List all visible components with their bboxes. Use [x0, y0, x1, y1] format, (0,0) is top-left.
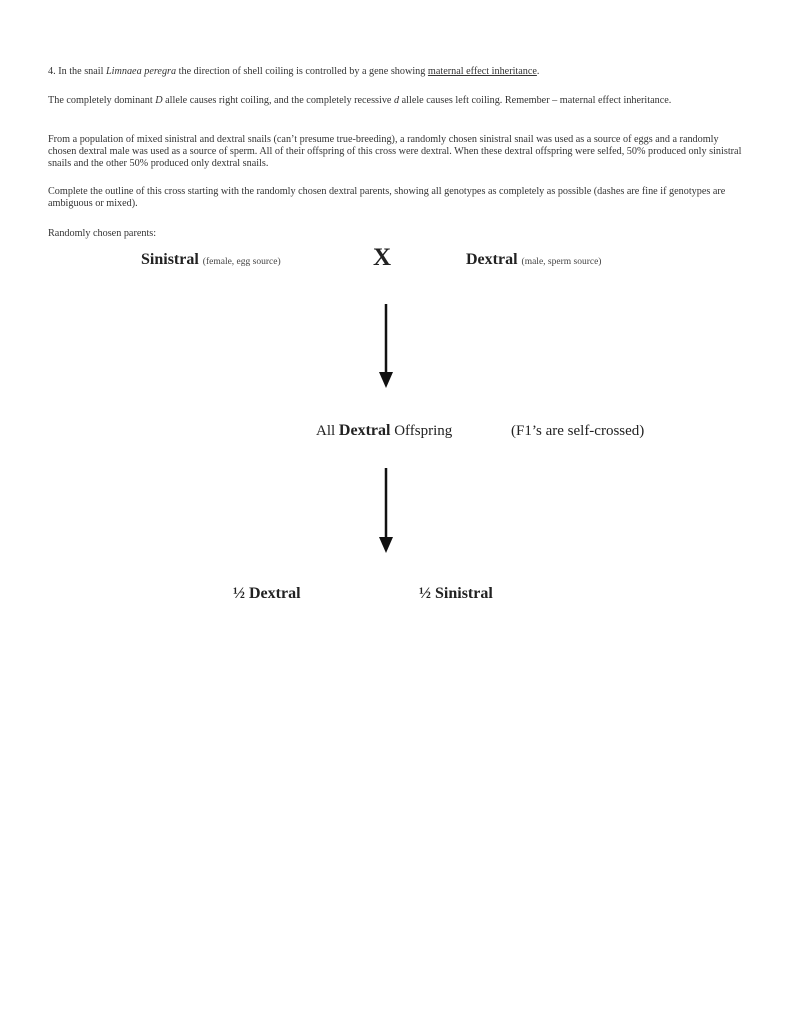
allele-text-a: The completely dominant	[48, 95, 153, 106]
f1-generation	[316, 422, 452, 440]
instructions: Complete the outline of this cross starting with the randomly chosen dextral parents, showing all genotypes as completely as possible (dashes are fine if genotypes are ambiguous or mixed).	[48, 186, 726, 209]
f2-sinistral: ½ Sinistral	[419, 585, 493, 602]
cross-symbol: X	[373, 244, 392, 271]
f1-phenotype: Dextral	[338, 422, 391, 439]
question-intro-b: the direction of shell coiling is controlled by a gene showing	[178, 66, 426, 77]
allele-text-c: allele causes left coiling. Remember – maternal effect inheritance.	[401, 95, 672, 106]
female-parent	[141, 251, 281, 269]
male-parent-note: (male, sperm source)	[521, 257, 602, 267]
down-arrow-icon	[376, 304, 396, 388]
species-name: Limnaea peregra	[106, 66, 177, 77]
f1-prefix: All	[316, 423, 336, 439]
f1-self-cross-note: (F1’s are self-crossed)	[511, 423, 645, 439]
dominant-allele: D	[155, 95, 163, 106]
allele-description	[48, 95, 748, 107]
cross-description: From a population of mixed sinistral and dextral snails (can’t presume true-breeding), a randomly chosen sinistral snail was used as a source of eggs and a randomly chosen dextral male was used as a source of sperm. All of their offspring of this cross were dextral. When these dextral offspring were selfed, 50% produced only sinistral snails and the other 50% produced only dextral snails.	[48, 134, 742, 169]
allele-text-b: allele causes right coiling, and the completely recessive	[165, 95, 392, 106]
female-parent-phenotype: Sinistral	[141, 251, 199, 268]
question-intro	[48, 66, 748, 78]
maternal-effect-term: maternal effect inheritance	[427, 66, 537, 77]
male-parent-phenotype: Dextral	[466, 251, 518, 268]
down-arrow-icon	[376, 468, 396, 553]
parents-heading: Randomly chosen parents:	[48, 228, 157, 239]
f1-suffix: Offspring	[394, 423, 453, 439]
female-parent-note: (female, egg source)	[202, 257, 281, 267]
question-number: 4.	[48, 66, 56, 77]
male-parent	[466, 251, 601, 269]
f2-dextral: ½ Dextral	[233, 585, 301, 602]
question-intro-end: .	[536, 66, 540, 77]
recessive-allele: d	[394, 95, 400, 106]
question-intro-a: In the snail	[58, 66, 104, 77]
